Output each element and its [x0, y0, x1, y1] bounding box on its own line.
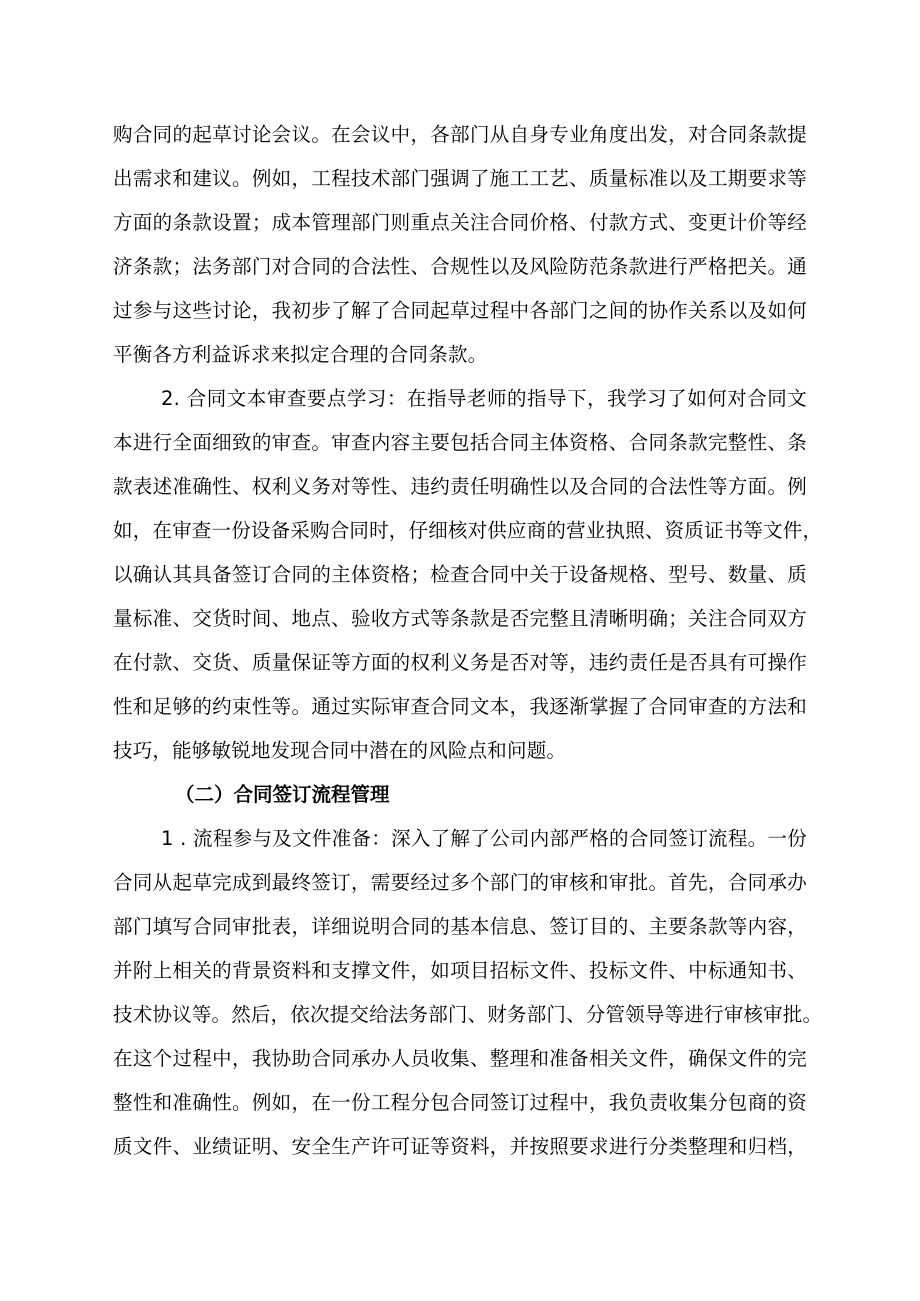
- paragraph1-line-2: 出需求和建议。例如，工程技术部门强调了施工工艺、质量标准以及工期要求等: [113, 167, 807, 190]
- paragraph1-line-6: 平衡各方利益诉求来拟定合理的合同条款。: [113, 343, 488, 366]
- paragraph1-line-1: 购合同的起草讨论会议。在会议中，各部门从自身专业角度出发，对合同条款提: [113, 123, 807, 146]
- paragraph2-line-5: 以确认其具备签订合同的主体资格；检查合同中关于设备规格、型号、数量、质: [113, 563, 807, 586]
- paragraph3-line-8: 质文件、业绩证明、安全生产许可证等资料，并按照要求进行分类整理和归档，: [113, 1135, 807, 1158]
- paragraph3-line-7: 整性和准确性。例如，在一份工程分包合同签订过程中，我负责收集分包商的资: [113, 1091, 807, 1114]
- paragraph1-line-4: 济条款；法务部门对合同的合法性、合规性以及风险防范条款进行严格把关。通: [113, 255, 807, 278]
- paragraph3-line-4: 并附上相关的背景资料和支撑文件，如项目招标文件、投标文件、中标通知书、: [113, 959, 807, 982]
- paragraph3-line-3: 部门填写合同审批表，详细说明合同的基本信息、签订目的、主要条款等内容，: [113, 915, 807, 938]
- paragraph2-line-3: 款表述准确性、权利义务对等性、违约责任明确性以及合同的合法性等方面。例: [113, 475, 807, 498]
- paragraph2-line-7: 在付款、交货、质量保证等方面的权利义务是否对等，违约责任是否具有可操作: [113, 651, 807, 674]
- paragraph3-line-1: 1 . 流程参与及文件准备：深入了解了公司内部严格的合同签订流程。一份: [161, 827, 807, 850]
- paragraph3-line-6: 在这个过程中，我协助合同承办人员收集、整理和准备相关文件，确保文件的完: [113, 1047, 807, 1070]
- paragraph2-line-4: 如，在审查一份设备采购合同时，仔细核对供应商的营业执照、资质证书等文件，: [113, 519, 823, 542]
- paragraph2-line-1: 2. 合同文本审查要点学习：在指导老师的指导下，我学习了如何对合同文: [161, 387, 807, 410]
- paragraph3-line-2: 合同从起草完成到最终签订，需要经过多个部门的审核和审批。首先，合同承办: [113, 871, 807, 894]
- paragraph2-line-6: 量标准、交货时间、地点、验收方式等条款是否完整且清晰明确；关注合同双方: [113, 607, 807, 630]
- paragraph3-line-5: 技术协议等。然后，依次提交给法务部门、财务部门、分管领导等进行审核审批。: [113, 1003, 823, 1026]
- paragraph2-line-8: 性和足够的约束性等。通过实际审查合同文本，我逐渐掌握了合同审查的方法和: [113, 695, 807, 718]
- paragraph1-line-3: 方面的条款设置；成本管理部门则重点关注合同价格、付款方式、变更计价等经: [113, 211, 807, 234]
- paragraph1-line-5: 过参与这些讨论，我初步了解了合同起草过程中各部门之间的协作关系以及如何: [113, 299, 807, 322]
- paragraph2-line-9: 技巧，能够敏锐地发现合同中潜在的风险点和问题。: [113, 739, 567, 762]
- paragraph2-line-2: 本进行全面细致的审查。审查内容主要包括合同主体资格、合同条款完整性、条: [113, 431, 807, 454]
- section-heading: （二）合同签订流程管理: [175, 783, 390, 806]
